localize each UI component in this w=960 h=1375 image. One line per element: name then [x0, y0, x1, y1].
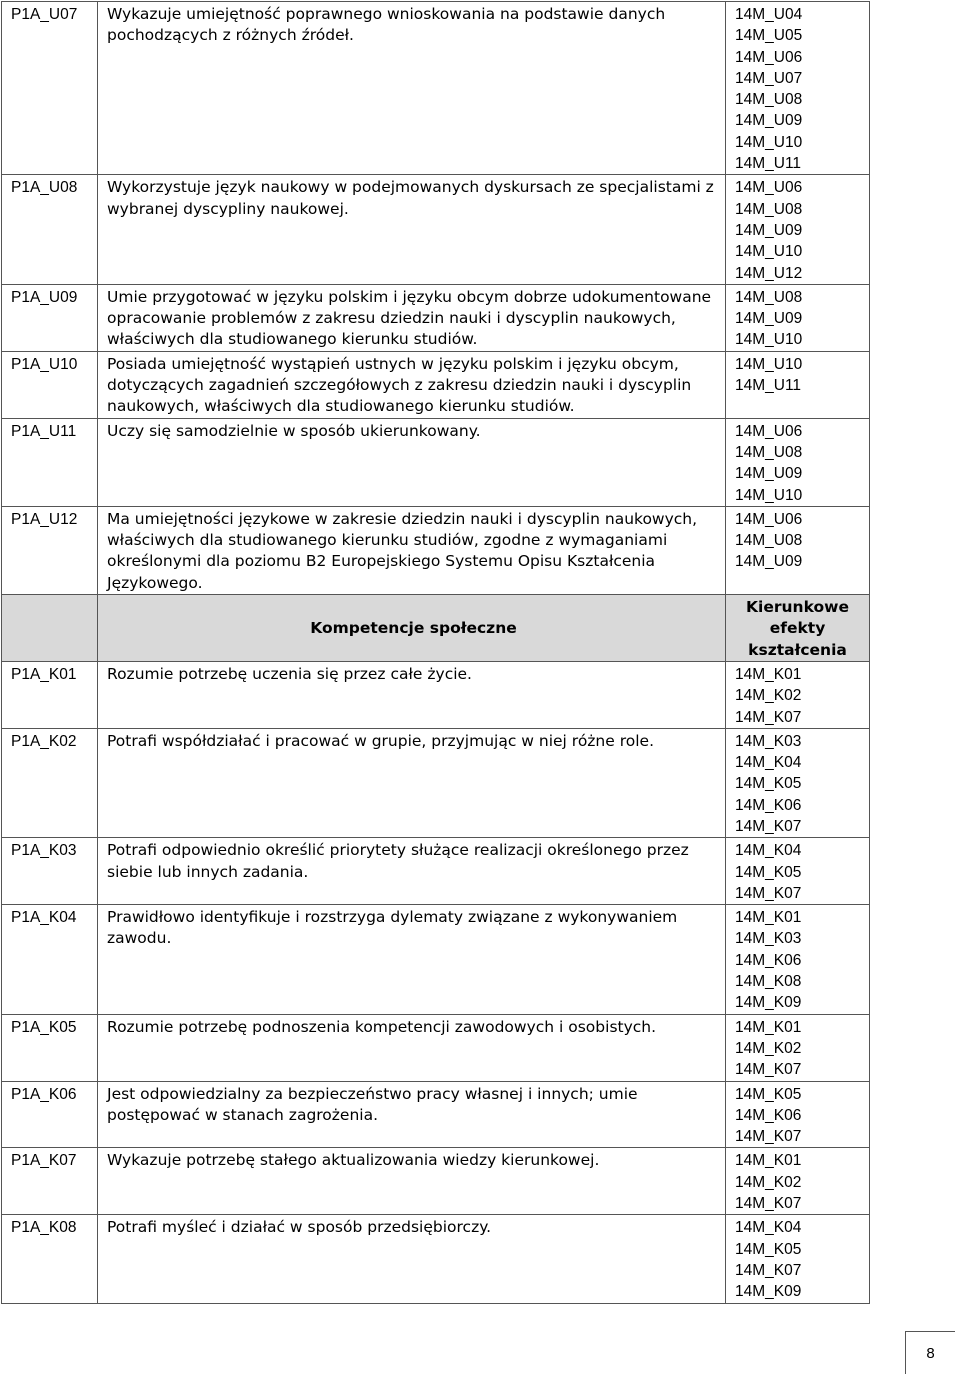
ref-code: 14M_K04: [735, 754, 802, 772]
ref-code: 14M_K07: [735, 1261, 802, 1279]
outcome-code: P1A_U11: [2, 418, 98, 506]
ref-code: 14M_U10: [735, 133, 803, 151]
ref-code: 14M_U10: [735, 486, 803, 504]
ref-code: 14M_K05: [735, 775, 802, 793]
outcome-row: [2, 661, 870, 728]
ref-code: 14M_U08: [735, 200, 803, 218]
section-header-row: [2, 595, 870, 662]
refs-column-header: [726, 595, 870, 662]
ref-code: 14M_U11: [735, 155, 802, 173]
outcome-description: Prawidłowo identyfikuje i rozstrzyga dylematy związane z wykonywaniem zawodu.: [98, 905, 726, 1014]
refs-header-line: Kierunkowe: [746, 598, 849, 617]
ref-code: 14M_U06: [735, 422, 803, 440]
outcome-description: Wykorzystuje język naukowy w podejmowanych dyskursach ze specjalistami z wybranej dyscypliny naukowej.: [98, 175, 726, 284]
ref-code: 14M_K09: [735, 994, 802, 1012]
social-rows: [2, 661, 870, 1303]
outcome-code: P1A_K07: [2, 1148, 98, 1215]
ref-code: 14M_K01: [735, 1152, 802, 1170]
ref-code: 14M_K04: [735, 1219, 802, 1237]
ref-code: 14M_K06: [735, 951, 802, 969]
section-header-empty-cell: [2, 595, 98, 662]
refs-header-line: kształcenia: [748, 640, 847, 659]
outcome-refs: [726, 838, 870, 905]
ref-code: 14M_K01: [735, 665, 802, 683]
outcome-code: P1A_U09: [2, 284, 98, 351]
ref-code: 14M_K07: [735, 817, 802, 835]
social-section: [2, 595, 870, 662]
outcome-refs: [726, 351, 870, 418]
section-title: Kompetencje społeczne: [98, 595, 726, 662]
outcome-code: P1A_K04: [2, 905, 98, 1014]
outcome-refs: [726, 2, 870, 175]
outcome-refs: [726, 661, 870, 728]
ref-code: 14M_U09: [735, 465, 803, 483]
ref-code: 14M_U08: [735, 288, 803, 306]
outcome-description: Potrafi współdziałać i pracować w grupie, przyjmując w niej różne role.: [98, 728, 726, 837]
ref-code: 14M_K01: [735, 909, 802, 927]
outcome-refs: [726, 506, 870, 594]
outcome-refs: [726, 1215, 870, 1303]
ref-code: 14M_U04: [735, 6, 803, 23]
ref-code: 14M_K06: [735, 1106, 802, 1124]
outcome-refs: [726, 175, 870, 284]
ref-code: 14M_U08: [735, 532, 803, 550]
ref-code: 14M_U08: [735, 91, 803, 109]
ref-code: 14M_K04: [735, 842, 802, 860]
outcome-row: [2, 1014, 870, 1081]
ref-code: 14M_K09: [735, 1283, 802, 1301]
ref-code: 14M_K05: [735, 863, 802, 881]
refs-header-line: efekty: [769, 619, 826, 638]
ref-code: 14M_U10: [735, 243, 803, 261]
outcome-refs: [726, 905, 870, 1014]
outcome-code: P1A_K05: [2, 1014, 98, 1081]
ref-code: 14M_U08: [735, 443, 803, 461]
outcome-description: Posiada umiejętność wystąpień ustnych w języku polskim i języku obcym, dotyczących zagadnień szczegółowych z zakresu dziedzin nauki i dyscyplin naukowych, właściwych dla studiowanego kierunku studiów.: [98, 351, 726, 418]
skills-rows: [2, 2, 870, 595]
ref-code: 14M_U07: [735, 69, 803, 87]
outcome-row: [2, 1081, 870, 1148]
ref-code: 14M_K05: [735, 1240, 802, 1258]
outcome-description: Uczy się samodzielnie w sposób ukierunkowany.: [98, 418, 726, 506]
ref-code: 14M_K02: [735, 1173, 802, 1191]
outcome-code: P1A_U07: [2, 2, 98, 175]
ref-code: 14M_U06: [735, 510, 803, 528]
outcome-code: P1A_K06: [2, 1081, 98, 1148]
outcome-row: [2, 2, 870, 175]
ref-code: 14M_K01: [735, 1018, 802, 1036]
outcome-code: P1A_U08: [2, 175, 98, 284]
outcome-code: P1A_U10: [2, 351, 98, 418]
outcome-refs: [726, 418, 870, 506]
outcome-row: [2, 1148, 870, 1215]
outcome-row: [2, 1215, 870, 1303]
outcome-row: [2, 905, 870, 1014]
ref-code: 14M_U12: [735, 264, 803, 282]
ref-code: 14M_U10: [735, 355, 803, 373]
ref-code: 14M_K07: [735, 1061, 802, 1079]
outcome-description: Wykazuje potrzebę stałego aktualizowania wiedzy kierunkowej.: [98, 1148, 726, 1215]
ref-code: 14M_K02: [735, 1039, 802, 1057]
ref-code: 14M_U09: [735, 553, 803, 571]
outcome-description: Potrafi myśleć i działać w sposób przedsiębiorczy.: [98, 1215, 726, 1303]
outcome-refs: [726, 284, 870, 351]
outcome-description: Rozumie potrzebę podnoszenia kompetencji zawodowych i osobistych.: [98, 1014, 726, 1081]
ref-code: 14M_K07: [735, 1128, 802, 1146]
ref-code: 14M_U10: [735, 331, 803, 349]
outcome-row: [2, 175, 870, 284]
outcome-refs: [726, 1148, 870, 1215]
outcome-refs: [726, 1014, 870, 1081]
outcome-row: [2, 838, 870, 905]
outcome-description: Potrafi odpowiednio określić priorytety służące realizacji określonego przez siebie lub innych zadania.: [98, 838, 726, 905]
outcome-description: Rozumie potrzebę uczenia się przez całe życie.: [98, 661, 726, 728]
ref-code: 14M_K03: [735, 930, 802, 948]
ref-code: 14M_K07: [735, 1195, 802, 1213]
outcome-description: Jest odpowiedzialny za bezpieczeństwo pracy własnej i innych; umie postępować w stanach zagrożenia.: [98, 1081, 726, 1148]
outcome-code: P1A_K08: [2, 1215, 98, 1303]
outcome-description: Umie przygotować w języku polskim i języku obcym dobrze udokumentowane opracowanie problemów z zakresu dziedzin nauki i dyscyplin naukowych, właściwych dla studiowanego kierunku studiów.: [98, 284, 726, 351]
ref-code: 14M_K02: [735, 687, 802, 705]
outcome-row: [2, 728, 870, 837]
outcome-row: [2, 418, 870, 506]
outcome-description: Wykazuje umiejętność poprawnego wnioskowania na podstawie danych pochodzących z różnych źródeł.: [98, 2, 726, 175]
outcome-row: [2, 284, 870, 351]
ref-code: 14M_K08: [735, 973, 802, 991]
outcome-code: P1A_U12: [2, 506, 98, 594]
outcome-row: [2, 351, 870, 418]
learning-outcomes-table: [1, 1, 870, 1304]
outcome-refs: [726, 728, 870, 837]
outcome-code: P1A_K01: [2, 661, 98, 728]
ref-code: 14M_K07: [735, 884, 802, 902]
ref-code: 14M_U09: [735, 221, 803, 239]
ref-code: 14M_K03: [735, 732, 802, 750]
ref-code: 14M_U06: [735, 179, 803, 197]
ref-code: 14M_K05: [735, 1085, 802, 1103]
outcome-code: P1A_K02: [2, 728, 98, 837]
ref-code: 14M_U09: [735, 112, 803, 130]
ref-code: 14M_U09: [735, 310, 803, 328]
ref-code: 14M_U06: [735, 48, 803, 66]
outcome-description: Ma umiejętności językowe w zakresie dziedzin nauki i dyscyplin naukowych, właściwych dla studiowanego kierunku studiów, zgodne z wymaganiami określonymi dla poziomu B2 Europejskiego Systemu Opisu Kształcenia Językowego.: [98, 506, 726, 594]
page-number: 8: [905, 1331, 955, 1374]
outcome-code: P1A_K03: [2, 838, 98, 905]
ref-code: 14M_K06: [735, 796, 802, 814]
outcome-row: [2, 506, 870, 594]
outcome-refs: [726, 1081, 870, 1148]
ref-code: 14M_K07: [735, 708, 802, 726]
ref-code: 14M_U05: [735, 27, 803, 45]
ref-code: 14M_U11: [735, 377, 802, 395]
